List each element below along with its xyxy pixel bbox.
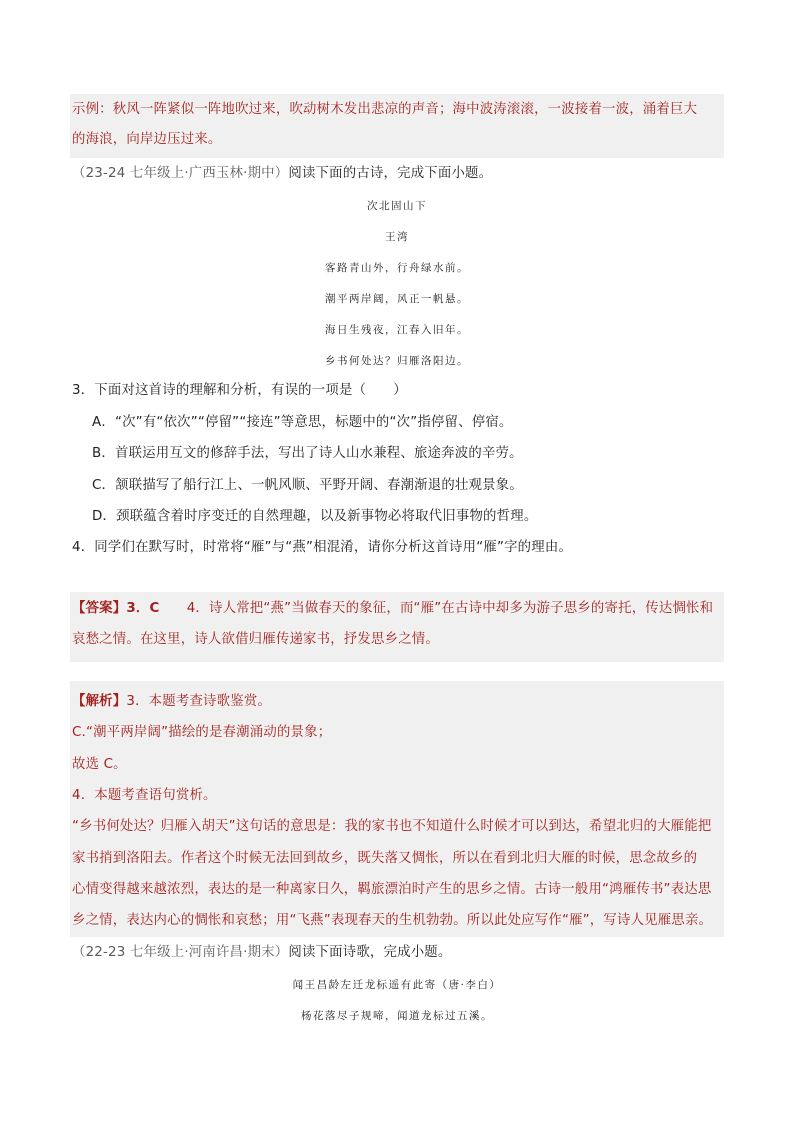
question-3-stem: 3．下面对这首诗的理解和分析，有误的一项是（ ） (72, 383, 407, 398)
poem-line-3: 海日生残夜，江春入旧年。 (325, 324, 469, 336)
section1-intro (72, 164, 492, 184)
poem-author: 王湾 (385, 231, 409, 243)
example-line-1: 示例：秋风一阵紧似一阵地吹过来，吹动树木发出悲凉的声音；海中波涛滚滚，一波接着一波，涌着巨大 (72, 102, 698, 117)
analysis-tag: 【解析】 (72, 694, 127, 709)
section2-source: （22-23 七年级上·河南许昌·期末） (72, 945, 289, 960)
answer-q3: 3．C (126, 601, 160, 616)
section1-source: （23-24 七年级上·广西玉林·期中） (72, 166, 289, 181)
analysis-q4-line-1: “乡书何处达？归雁入胡天”这句话的意思是：我的家书也不知道什么时候才可以到达，希望北归的大雁能把 (72, 819, 712, 834)
poem-line-4: 乡书何处达？归雁洛阳边。 (325, 355, 469, 367)
answer-tag: 【答案】 (72, 601, 127, 616)
poem2-title: 闻王昌龄左迁龙标遥有此寄（唐·李白） (292, 979, 502, 991)
section2-intro-text: 阅读下面诗歌，完成小题。 (288, 945, 452, 960)
analysis-q3-c: C.“潮平两岸阔”描绘的是春潮涌动的景象； (72, 725, 332, 740)
question-4-stem: 4．同学们在默写时，时常将“雁”与“燕”相混淆，请你分析这首诗用“雁”字的理由。 (72, 540, 573, 555)
question-3-option-b: B．首联运用互文的修辞手法，写出了诗人山水兼程、旅途奔波的辛劳。 (92, 446, 523, 461)
question-3-option-d: D．颈联蕴含着时序变迁的自然理趣，以及新事物必将取代旧事物的哲理。 (92, 509, 538, 524)
example-line-2: 的海浪，向岸边压过来。 (72, 132, 222, 147)
poem-line-2: 潮平两岸阔，风正一帆悬。 (325, 293, 469, 305)
answer-q4-line-1: 4．诗人常把“燕”当做春天的象征，而“雁”在古诗中却多为游子思乡的寄托，传达惆怅和 (186, 601, 714, 616)
section1-intro-text: 阅读下面的古诗，完成下面小题。 (288, 166, 493, 181)
poem-line-1: 客路青山外，行舟绿水前。 (325, 262, 469, 274)
section2-intro (72, 943, 451, 963)
analysis-line-1 (72, 692, 271, 712)
analysis-q4-line-2: 家书捎到洛阳去。作者这个时候无法回到故乡，既失落又惆怅，所以在看到北归大雁的时候，思念故乡的 (72, 851, 698, 866)
analysis-q3-head: 3．本题考查诗歌鉴赏。 (126, 694, 271, 709)
analysis-q3-conclusion: 故选 C。 (72, 757, 127, 772)
poem-title: 次北固山下 (367, 200, 427, 212)
analysis-q4-line-4: 乡之情，表达内心的惆怅和哀愁；用“飞燕”表现春天的生机勃勃。所以此处应写作“雁”，写诗人见雁思亲。 (72, 913, 713, 928)
question-3-option-c: C．颔联描写了船行江上、一帆风顺、平野开阔、春潮渐退的壮观景象。 (92, 478, 523, 493)
answer-line-2: 哀愁之情。在这里，诗人欲借归雁传递家书，抒发思乡之情。 (72, 632, 439, 647)
analysis-q4-line-3: 心情变得越来越浓烈，表达的是一种离家日久，羁旅漂泊时产生的思乡之情。古诗一般用“鸿雁传书”表达思 (72, 882, 712, 897)
poem2-line-1: 杨花落尽子规啼，闻道龙标过五溪。 (301, 1010, 493, 1022)
analysis-q4-head: 4．本题考查语句赏析。 (72, 788, 217, 803)
answer-line-1 (72, 599, 713, 619)
question-3-option-a: A．“次”有“依次”“停留”“接连”等意思，标题中的“次”指停留、停宿。 (92, 415, 513, 430)
